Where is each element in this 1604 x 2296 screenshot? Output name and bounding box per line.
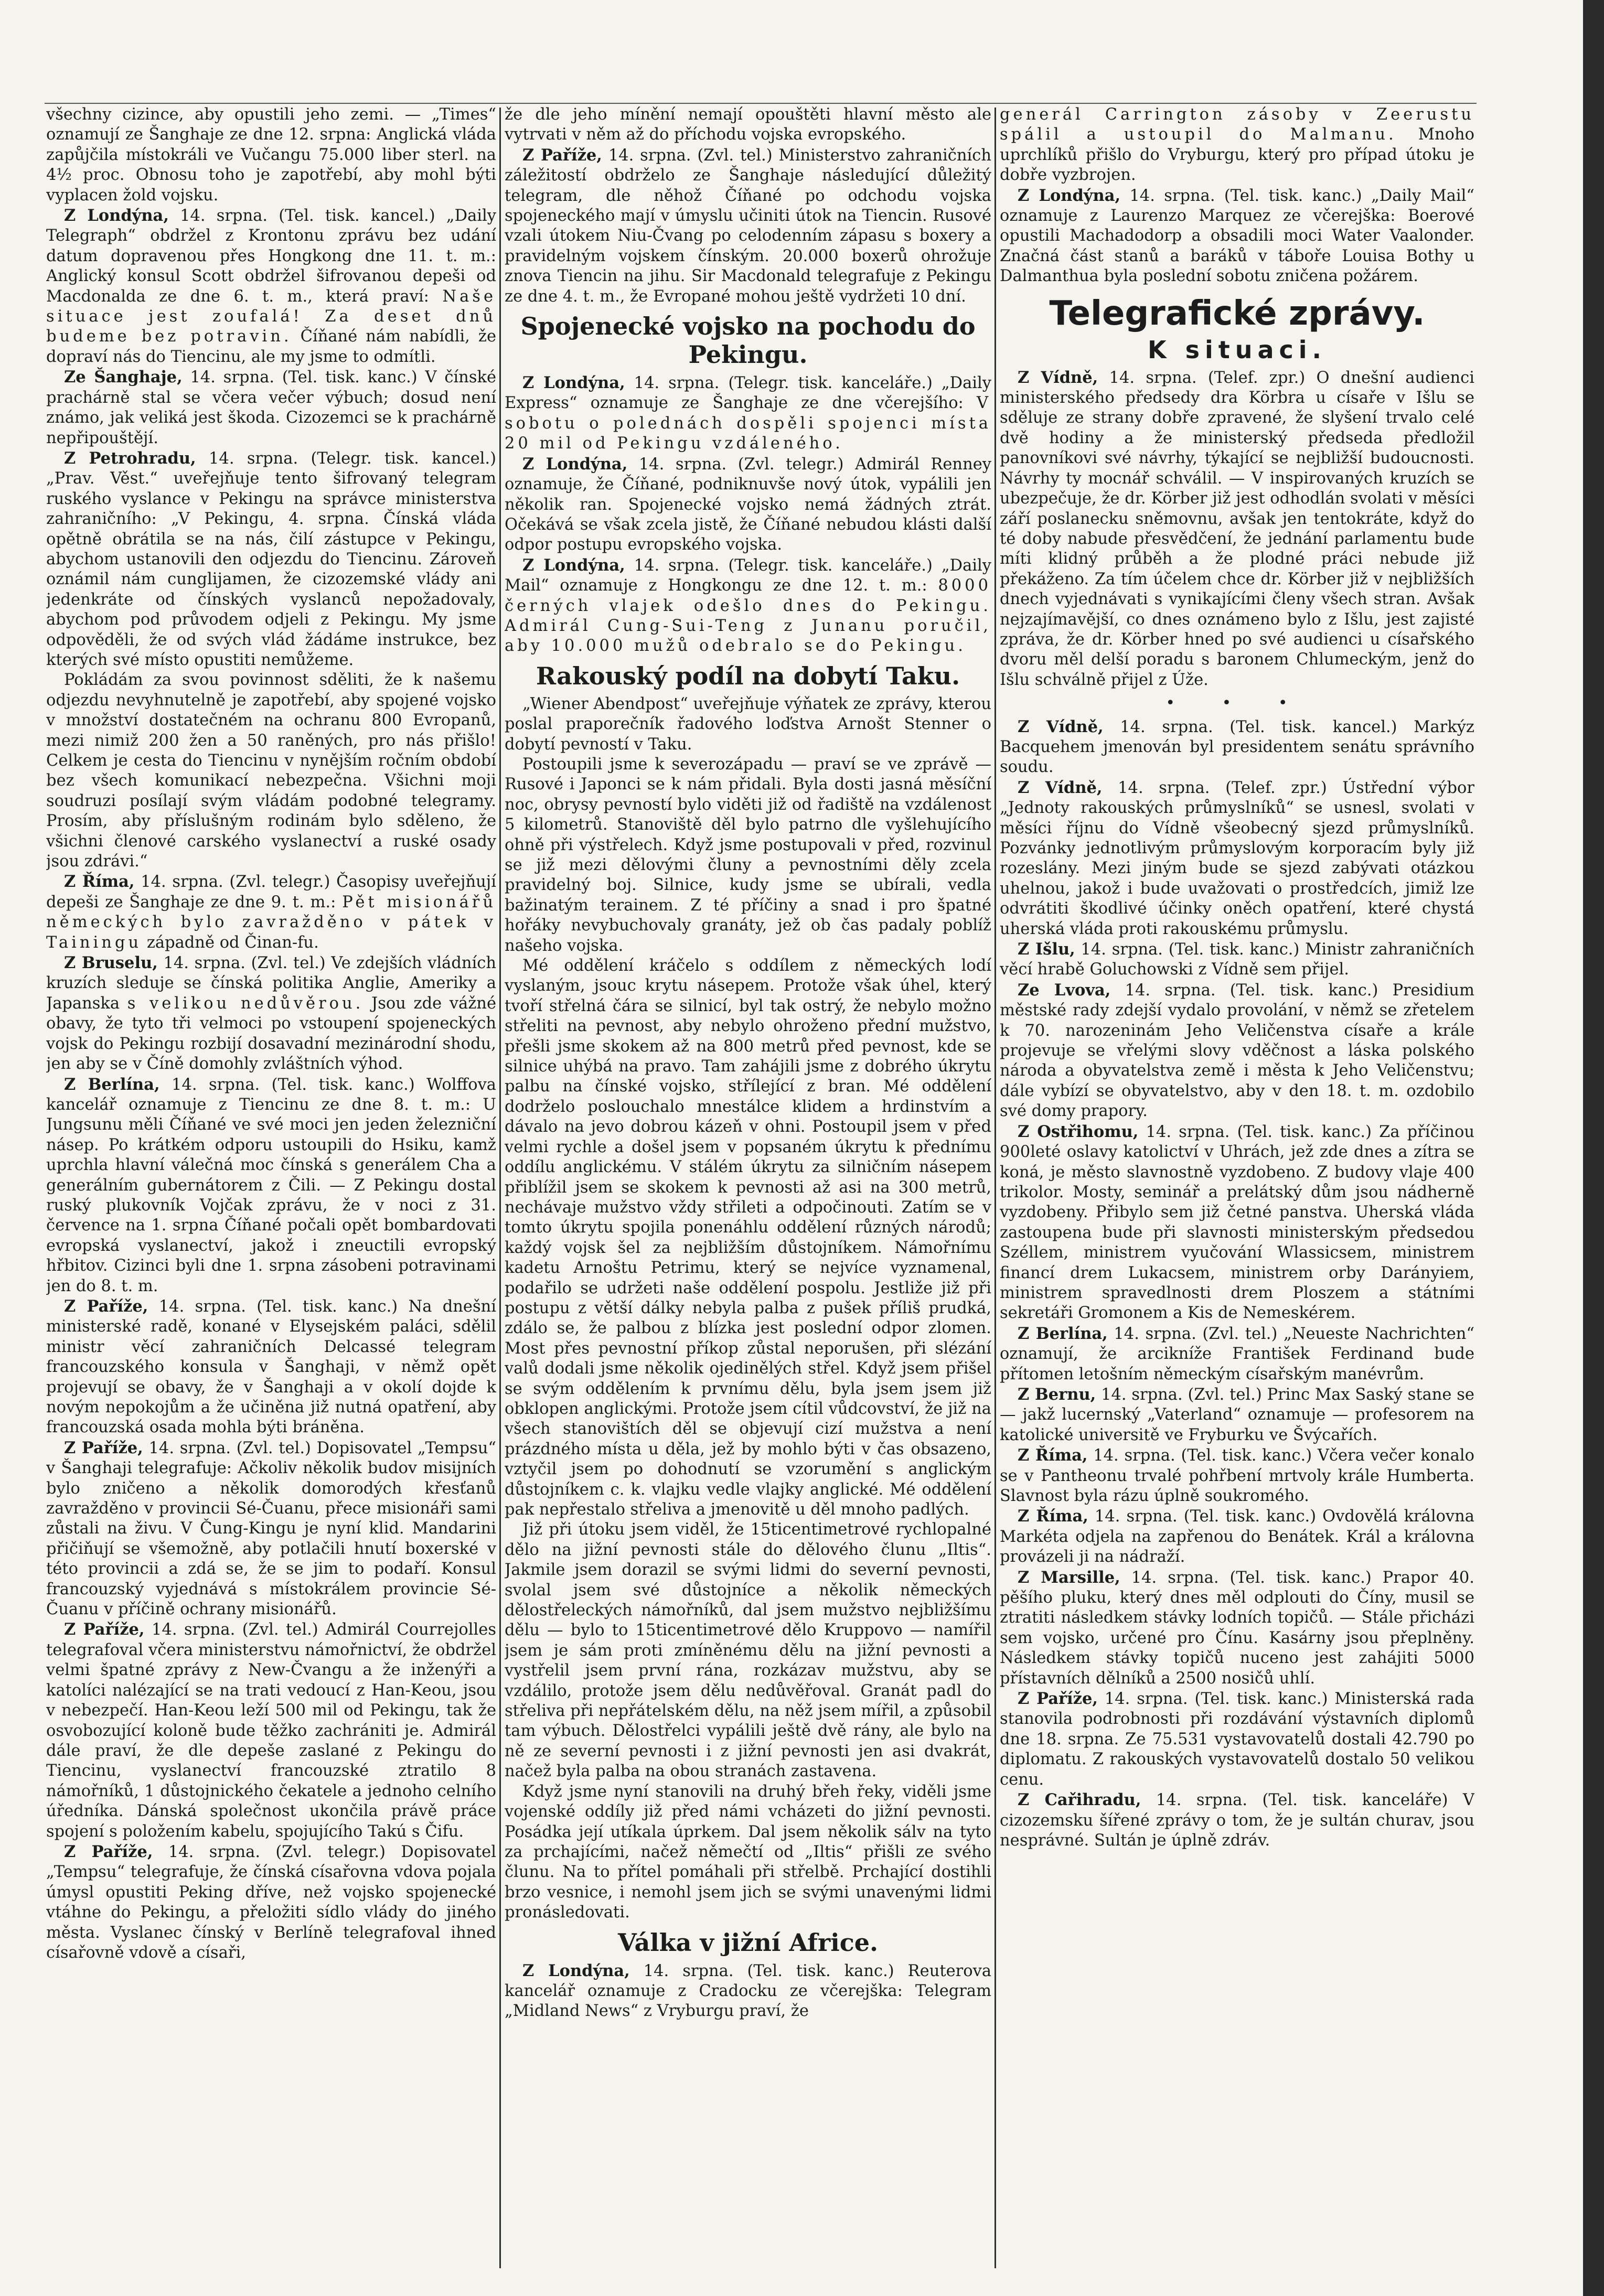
paragraph: Z Říma, 14. srpna. (Zvl. telegr.) Časopisy uveřejňují depeši ze Šanghaje ze dne 9. t. m.: Pět misionářů německých bylo zavražděno v pátek v Tainingu západně od Činan-fu. (46, 872, 496, 952)
paragraph: generál Carrington zásoby v Zeerustu spálil a ustoupil do Malmanu. Mnoho uprchlíků přišlo do Vryburgu, který pro případ útoku je dobře vyzbrojen. (1000, 105, 1474, 185)
paragraph: Když jsme nyní stanovili na druhý břeh řeky, viděli jsme vojenské oddíly již před námi vcházeti do jižní pevnosti. Posádka její utíkala úprkem. Dal jsem několik sálv na tyto za prchajícími, načež němečtí od „Iltis“ přišli ze svého člunu. Na to přítel pomáhali při střelbě. Prchající dostihli brzo vesnice, i nemohl jsem jich se svými unavenými lidmi pronásledovati. (505, 1782, 991, 1922)
paragraph: Již při útoku jsem viděl, že 15ticentimetrové rychlopalné dělo na jižní pevnosti stále do dělového člunu „Iltis“. Jakmile jsem dorazil se svými lidmi do severní pevnosti, svolal jsem své důstojníce a několik německých dělostřeleckých námořníků, dal jsem mužstvo nejbližšímu dělu — bylo to 15ticentimetrové dělo Kruppovo — namířil jsem je sám proti zmíněnému dělu na jižní pevnosti a vystřelil jsem první rána, rozkázav mužstvu, aby se vzdálilo, protože jsem dělu nedůvěřoval. Granát padl do střeliva při nepřátelském dělu, na něž jsem mířil, a způsobil tam výbuch. Dělostřelci vypálili ještě dvě rány, ale bylo na ně ze severní pevnosti i z jižní pevnosti jen asi dvakrát, načež byla palba na obou stranách zastavena. (505, 1520, 991, 1781)
paragraph: Z Vídně, 14. srpna. (Tel. tisk. kancel.) Markýz Bacquehem jmenován byl presidentem senátu správního soudu. (1000, 717, 1474, 777)
paragraph: Z Paříže, 14. srpna. (Zvl. tel.) Admirál Courrejolles telegrafoval včera ministerstvu námořnictví, že obdržel velmi špatné zprávy z New-Čvangu a že inženýři a katolíci nalézající se na trati vedoucí z Han-Keou, jsou v nebezpečí. Han-Keou leží 500 mil od Pekingu, tak že osvobozující koloně bude těžko zachrániti je. Admirál dále praví, že dle depeše zaslané z Pekingu do Tiencinu, vyslanectví francouzské ztratilo 8 námořníků, 1 důstojnického čekatele a jednoho celního úředníka. Dánská společnost ukončila právě práce spojení s položením kabelu, spojujícího Takú s Čifu. (46, 1620, 496, 1841)
paragraph: „Wiener Abendpost“ uveřejňuje výňatek ze zprávy, kterou poslal praporečník řadového loďstva Arnošt Stenner o dobytí pevností v Taku. (505, 694, 991, 754)
column-2 (505, 105, 991, 2281)
paragraph: Z Cařihradu, 14. srpna. (Tel. tisk. kanceláře) V cizozemsku šířené zprávy o tom, že je sultán churav, jsou nesprávné. Sultán je úplně zdráv. (1000, 1790, 1474, 1850)
paragraph: Z Paříže, 14. srpna. (Tel. tisk. kanc.) Ministerská rada stanovila podrobnosti při rozdávání výstavních diplomů dne 18. srpna. Ze 75.531 vystavovatelů dostali 42.790 po diplomatu. Z rakouských vystavovatelů dostalo 50 velikou cenu. (1000, 1689, 1474, 1789)
paragraph: Z Ostřihomu, 14. srpna. (Tel. tisk. kanc.) Za příčinou 900leté oslavy katolictví v Uhrách, jež zde dnes a zítra se koná, je město slavnostně vyzdobeno. Z budovy vlaje 400 trikolor. Mosty, seminář a prelátský dům jsou nádherně vyzdobeny. Přibylo sem již četné panstva. Uherská vláda zastoupena bude při slavnosti ministerským předsedou Széllem, ministrem vyučování Wlassicsem, ministrem financí drem Lukacsem, ministrem orby Darányiem, ministrem spravedlnosti drem Ploszem a státními sekretáři Gromonem a Kis de Nemeskérem. (1000, 1122, 1474, 1323)
headline-telegraficke-zpravy: Telegrafické zprávy. (1049, 294, 1425, 333)
subheadline-k-situaci: K situaci. (1147, 335, 1327, 364)
section-divider: • • • (1165, 694, 1309, 713)
headline-valka-v-jizni-africe: Válka v jižní Africe. (617, 1928, 879, 1957)
paragraph: Z Londýna, 14. srpna. (Tel. tisk. kancel.) „Daily Telegraph“ obdržel z Krontonu zprávu bez udání datum dopravenou přes Hongkong dne 11. t. m.: Anglický konsul Scott obdržel šifrovanou depeši od Macdonalda ze dne 6. t. m., která praví: Naše situace jest zoufalá! Za deset dnů budeme bez potravin. Číňané nám nabídli, že dopraví nás do Tiencinu, ale my jsme to odmítli. (46, 206, 496, 366)
paragraph: Pokládám za svou povinnost sděliti, že k našemu odjezdu nevyhnutelně je zapotřebí, aby spojené vojsko v množství dostatečném na ochranu 800 Evropanů, mezi nimiž 200 žen a 50 raněných, pro nás přišlo! Celkem je cesta do Tiencinu v nynějším ročním období bez všech komunikací nebezpečna. Všichni moji soudruzi posílají svým vládám podobné telegramy. Prosím, aby příslušným rodinám bylo sděleno, že všichni členové carského vyslanectví a ruské osady jsou zdrávi.“ (46, 671, 496, 871)
paragraph: všechny cizince, aby opustili jeho zemi. — „Times“ oznamují ze Šanghaje ze dne 12. srpna: Anglická vláda zapůjčila místokráli ve Vučangu 75.000 liber sterl. na 4½ proc. Obnosu toho je zapotřebí, aby mohl býti vyplacen žold vojsku. (46, 105, 496, 205)
headline-spojenecke-vojsko: Spojenecké vojsko na pochodu do Pekingu. (520, 312, 976, 369)
paragraph: Z Išlu, 14. srpna. (Tel. tisk. kanc.) Ministr zahraničních věcí hrabě Goluchowski z Vídně sem přijel. (1000, 940, 1474, 979)
paragraph: Postoupili jsme k severozápadu — praví se ve zprávě — Rusové i Japonci se k nám přidali. Byla dosti jasná měsíční noc, obrysy pevností bylo viděti již od řadiště na vzdálenost 5 kilometrů. Stanoviště děl bylo patrno dle vyšlehujícího ohně při výstřelech. Když jsme postupovali v před, rozvinul se již mezi dělovými čluny a pevnostními děly zcela pravidelný boj. Silnice, kudy jsme se ubírali, vedla bažinatým terainem. Z té příčiny a snad i pro špatné hořáky nevybuchovaly granáty, jež ob čas padaly poblíž našeho vojska. (505, 755, 991, 955)
paragraph: Z Vídně, 14. srpna. (Telef. zpr.) O dnešní audienci ministerského předsedy dra Körbra u císaře v Išlu se sděluje ze strany dobře zpravené, že slyšení trvalo celé dvě hodiny a že ministerský předseda předložil panovníkovi své návrhy, týkající se nejbližší budoucnosti. Návrhy ty mocnář schválil. — V inspirovaných kruzích se ubezpečuje, že dr. Körber již jest odhodlán svolati v měsíci září poslanecku sněmovnu, avšak jen tentokráte, když do té doby nabude přesvědčení, že jednání parlamentu bude míti klidný průběh a že plodné práci nebude již překáženo. Za tím účelem chce dr. Körber již v nejbližších dnech vyjednávati s vynikajícími členy všech stran. Avšak nejzajímavější, co dnes oznámeno bylo z Išlu, jest zajisté zpráva, že dr. Körber hned po své audienci u císařského dvoru měl delší poradu s baronem Chlumeckým, jenž do Išlu schválně přijel z Úže. (1000, 368, 1474, 689)
paragraph: Ze Šanghaje, 14. srpna. (Tel. tisk. kanc.) V čínské prachárně stal se včera večer výbuch; dosud není známo, jak veliká jest škoda. Cizozemci se k prachárně nepřipouštějí. (46, 368, 496, 447)
paragraph: že dle jeho mínění nemají opouštěti hlavní město ale vytrvati v něm až do příchodu vojska evropského. (505, 105, 991, 144)
column-rule (995, 108, 996, 2268)
paragraph: Z Londýna, 14. srpna. (Tel. tisk. kanc.) „Daily Mail“ oznamuje z Laurenzo Marquez ze včerejška: Boerové opustili Machadodorp a obsadili moci Water Vaalonder. Značná část stanů a baráků v táboře Louisa Bothy u Dalmanthua byla poslední sobotu zničena požárem. (1000, 186, 1474, 286)
paragraph: Z Londýna, 14. srpna. (Telegr. tisk. kanceláře.) „Daily Express“ oznamuje ze Šanghaje ze dne včerejšího: V sobotu o polednách dospěli spojenci místa 20 mil od Pekingu vzdáleného. (505, 373, 991, 453)
paragraph: Z Paříže, 14. srpna. (Tel. tisk. kanc.) Na dnešní ministerské radě, konané v Elysejském paláci, sdělil ministr věcí zahraničních Delcassé telegram francouzského konsula v Šanghaji, v němž opět projevují se obavy, že v Šanghaji a v okolí dojde k novým nepokojům a že učiněna již nutná opatření, aby francouzská osada mohla býti bráněna. (46, 1296, 496, 1437)
paragraph: Z Marsille, 14. srpna. (Tel. tisk. kanc.) Prapor 40. pěšího pluku, který dnes měl odplouti do Číny, musil se ztratiti následkem stávky lodních topičů. — Stále přicházi sem vojsko, určené pro Čínu. Kasárny jsou přeplněny. Následkem stávky topičů nuceno jest zahájiti 5000 přístavních dělníků a 2500 nosičů uhlí. (1000, 1568, 1474, 1688)
paragraph: Z Paříže, 14. srpna. (Zvl. tel.) Dopisovatel „Tempsu“ v Šanghaji telegrafuje: Ačkoliv několik budov misijních bylo zničeno a několik domorodých křesťanů zavražděno v provincii Sé-Čuanu, přece misionáři sami zůstali na živu. V Čung-Kingu je nyní klid. Mandarini přičiňují se všemožně, aby potlačili hnutí boxerské v této provincii a zdá se, že se jim to podaří. Konsul francouzský vyjednává s místokrálem provincie Sé-Čuanu v příčině ochrany misionářů. (46, 1438, 496, 1619)
column-rule (499, 108, 501, 2268)
scan-edge (1583, 0, 1604, 2296)
paragraph: Z Říma, 14. srpna. (Tel. tisk. kanc.) Ovdovělá královna Markéta odjela na zapřenou do Benátek. Král a královna provázeli ji na nádraží. (1000, 1507, 1474, 1567)
paragraph: Z Paříže, 14. srpna. (Zvl. telegr.) Dopisovatel „Tempsu“ telegrafuje, že čínská císařovna vdova pojala úmysl opustiti Peking dříve, než vojsko spojenecké vtáhne do Pekingu, a přeložiti sídlo vlády do jiného města. Vyslanec čínský v Berlíně telegrafoval ihned císařovně vdově a císaři, (46, 1842, 496, 1962)
paragraph: Mé oddělení kráčelo s oddílem z německých lodí vyslaným, jsouc krytu násepem. Protože však úhel, který tvoří střelná čára se silnicí, byl tak ostrý, že nebylo možno střeliti na pevnost, aby nebylo ohroženo přední mužstvo, přešli jsme skokem až na 800 metrů před pevnost, kde se silnice uhýbá na pravo. Tam zahájili jsme z dobrého úkrytu palbu na čínské vojsko, střílející z bran. Mé oddělení dodrželo poslouchalo mnestálce klidem a hrdinstvím a dávalo na jevo dobrou kázeň v ohni. Postoupil jsem v před velmi rychle a došel jsem v popsaném úkrytu k přednímu oddílu anglickému. V stálém úkrytu za silničním násepem přiblížil jsem se skokem k pevnosti až asi na 300 metrů, nechávaje mužstvo vždy střileti a odpočinouti. Zatím se v tomto úkrytu spojila ponenáhlu oddělení různých národů; každý vojsk šel za nejbližším důstojníkem. Námořnímu kadetu Arnoštu Petrimu, který se nejvíce vyznamenal, podařilo se udržeti naše oddělení pospolu. Jestliže již při postupu z větší dálky nebyla palba z pušek příliš prudká, zdálo se, že palbou z blízka jest poslední odpor zlomen. Most přes pevnostní příkop zůstal neporušen, při slézání valů dodali jsme několik ojedinělých střel. Když jsem přišel se svým oddělením k prvnímu dělu, byla jsem jsem již obklopen anglickými. Protože jsem cítil vůdcovství, že již na všech stanovištích děl se objevují cizí mužstva a není prázdného místa u děla, jež by mohlo býti v čas obsazeno, vztyčil jsem po dohodnutí se vzorumění s anglickým důstojníkem c. k. vlajku vedle vlajky anglické. Mé oddělení pak nepřestalo střeliva a jmenovitě u děl mnoho padlých. (505, 957, 991, 1519)
paragraph: Z Bruselu, 14. srpna. (Zvl. tel.) Ve zdejších vládních kruzích sleduje se čínská politika Anglie, Ameriky a Japanska s velikou nedůvěrou. Jsou zde vážné obavy, že tyto tři velmoci po vstoupení spojeneckých vojsk do Pekingu rozbijí dosavadní mezinárodní shodu, jen aby se v Číně domohly zvláštních výhod. (46, 953, 496, 1074)
paragraph: Z Paříže, 14. srpna. (Zvl. tel.) Ministerstvo zahraničních záležitostí obdrželo ze Šanghaje následující důležitý telegram, dle něhož Číňané po odchodu vojska spojeneckého mají v úmyslu učiniti útok na Tiencin. Rusové vzali útokem Niu-Čvang po celodenním zápasu s boxery a pravidelným vojskem čínským. 20.000 boxerů ohrožuje znova Tiencin na jihu. Sir Macdonald telegrafuje z Pekingu ze dne 4. t. m., že Evropané mohou ještě vydržeti 10 dní. (505, 145, 991, 306)
column-3 (1000, 105, 1474, 2281)
top-rule (45, 103, 1477, 104)
paragraph: Z Bernu, 14. srpna. (Zvl. tel.) Princ Max Saský stane se — jakž lucernský „Vaterland“ oznamuje — profesorem na katolické universitě ve Fryburku ve Švýcařích. (1000, 1385, 1474, 1444)
paragraph: Z Berlína, 14. srpna. (Tel. tisk. kanc.) Wolffova kancelář oznamuje z Tiencinu ze dne 8. t. m.: U Jungsunu měli Číňané ve své moci jen jeden železniční násep. Po krátkém odporu ustoupili do Hsiku, kamž uprchla hlavní válečná moc čínská s generálem Cha a generálním gubernátorem z Čili. — Z Pekingu dostal ruský plukovník Vojčak zprávu, že v noci z 31. července na 1. srpna Číňané počali opět bombardovati evropská vyslanectví, jakož i zneuctili evropský hřbitov. Cizinci byli dne 1. srpna zásobeni potravinami jen do 8. t. m. (46, 1075, 496, 1295)
paragraph: Z Vídně, 14. srpna. (Telef. zpr.) Ústřední výbor „Jednoty rakouských průmyslníků“ se usnesl, svolati v měsíci říjnu do Vídně všeobecný sjezd průmyslníků. Pozvánky jednotlivým průmyslovým korporacím byly již rozeslány. Mezi jiným bude se sjezd zabývati otázkou uhelnou, jakož i bude uvažovati o prostředcích, jimiž lze odvrátiti škodlivé účinky oněch opatření, které chystá uherská vláda proti rakouskému průmyslu. (1000, 778, 1474, 938)
paragraph: Ze Lvova, 14. srpna. (Tel. tisk. kanc.) Presidium městské rady zdejší vydalo provolání, v němž se zřetelem k 70. narozeninám Jeho Veličenstva císaře a krále projevuje se vřelými slovy vděčnost a láska polského národa a obyvatelstva země i města k Jeho Veličenstvu; dále vybízí se obyvatelstvo, aby v den 18. t. m. ozdobilo své domy prapory. (1000, 980, 1474, 1121)
paragraph: Z Londýna, 14. srpna. (Telegr. tisk. kanceláře.) „Daily Mail“ oznamuje z Hongkongu ze dne 12. t. m.: 8000 černých vlajek odešlo dnes do Pekingu. Admirál Cung-Sui-Teng z Junanu poručil, aby 10.000 mužů odebralo se do Pekingu. (505, 555, 991, 656)
column-1 (46, 105, 496, 2281)
paragraph: Z Říma, 14. srpna. (Tel. tisk. kanc.) Včera večer konalo se v Pantheonu trvalé pohřbení mrtvoly krále Humberta. Slavnost byla rázu úplně soukromého. (1000, 1446, 1474, 1505)
paragraph: Z Londýna, 14. srpna. (Tel. tisk. kanc.) Reuterova kancelář oznamuje z Cradocku ze včerejška: Telegram „Midland News“ z Vryburgu praví, že (505, 1961, 991, 2021)
headline-rakousky-podil: Rakouský podíl na dobytí Taku. (536, 661, 960, 690)
paragraph: Z Petrohradu, 14. srpna. (Telegr. tisk. kancel.) „Prav. Věst.“ uveřejňuje tento šifrovaný telegram ruského vyslance v Pekingu na správce ministerstva zahraničního: „V Pekingu, 4. srpna. Čínská vláda opětně obrátila se na nás, čilí zástupce v Pekingu, abychom ustanovili den odjezdu do Tiencinu. Zároveň oznámil nám cunglijamen, že cizozemské vlády ani jedenkráte od čínských vyslanců nepožadovaly, abychom pod průvodem odjeli z Pekingu. My jsme odpověděli, že od svých vlád žádáme instrukce, bez kterých své místo opustiti nemůžeme. (46, 448, 496, 669)
paragraph: Z Londýna, 14. srpna. (Zvl. telegr.) Admirál Renney oznamuje, že Číňané, podniknuvše nový útok, vypálili jen několik ran. Spojenecké vojsko nemá žádných ztrát. Očekává se však zcela jistě, že Číňané nebudou klásti další odpor postupu evropského vojska. (505, 454, 991, 554)
paragraph: Z Berlína, 14. srpna. (Zvl. tel.) „Neueste Nachrichten“ oznamují, že arcikníže František Ferdinand bude přítomen letošním německým císařským manévrům. (1000, 1324, 1474, 1383)
